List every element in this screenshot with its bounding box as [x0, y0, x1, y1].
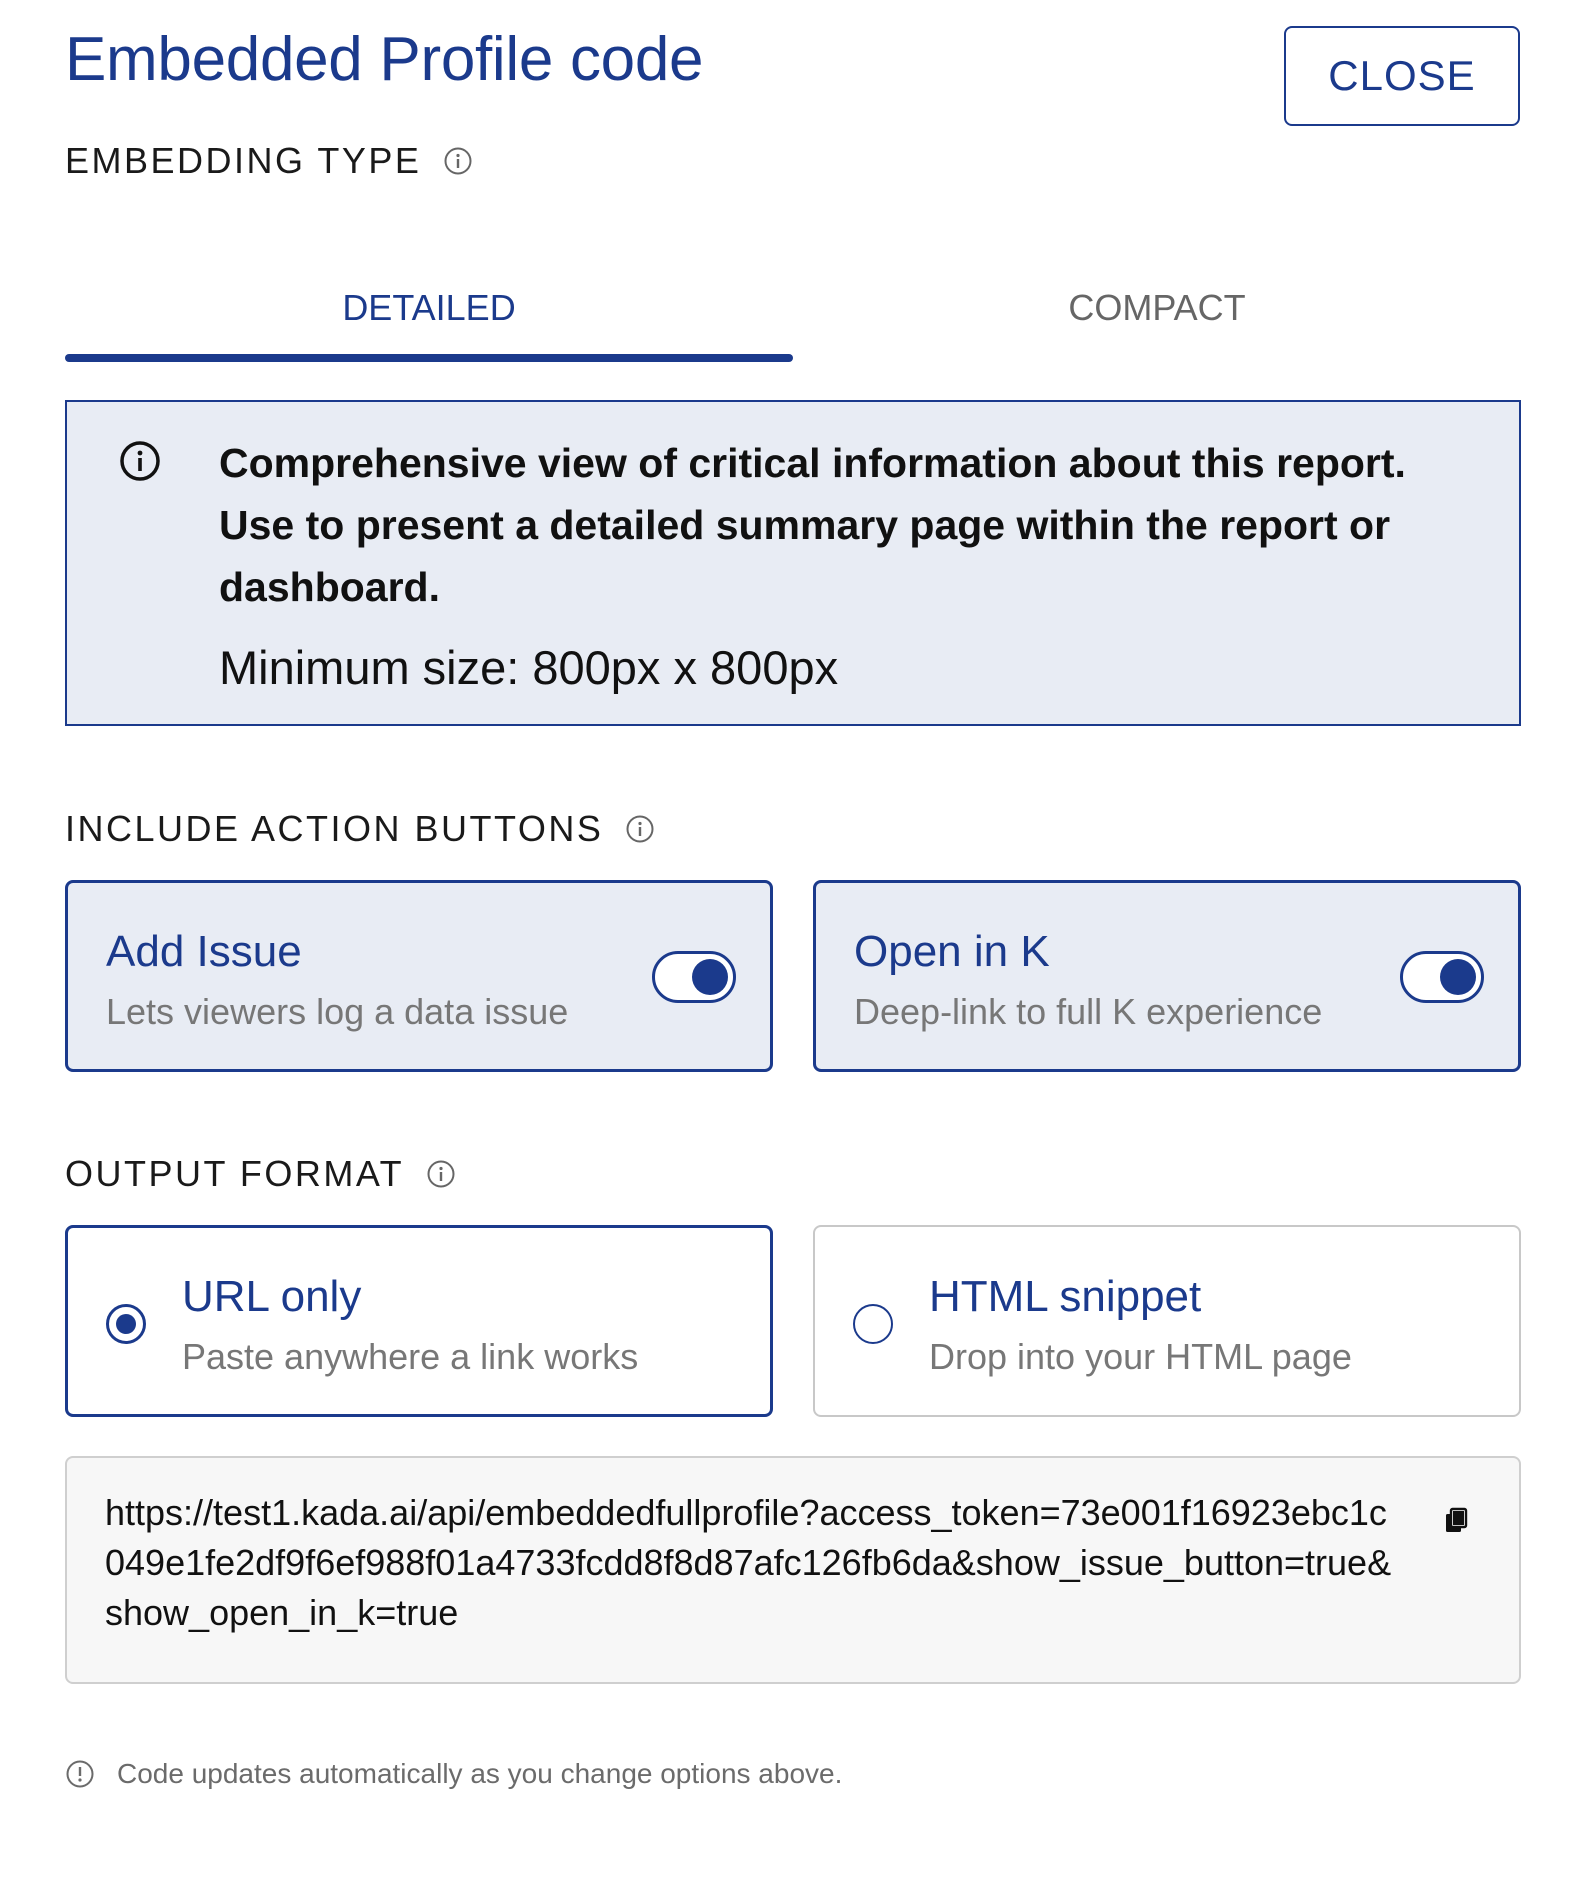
html-snippet-subtitle: Drop into your HTML page — [929, 1336, 1352, 1377]
toggle-knob — [692, 959, 728, 995]
embedding-info-box — [65, 400, 1521, 726]
url-only-title: URL only — [182, 1272, 362, 1321]
add-issue-subtitle: Lets viewers log a data issue — [106, 991, 569, 1032]
html-snippet-option-card[interactable] — [813, 1225, 1521, 1417]
url-only-radio[interactable] — [106, 1304, 146, 1344]
url-only-subtitle: Paste anywhere a link works — [182, 1336, 639, 1377]
tab-detailed[interactable]: DETAILED — [342, 287, 516, 328]
info-circle-icon[interactable] — [426, 1159, 456, 1189]
open-in-k-option-card[interactable] — [813, 880, 1521, 1072]
info-circle-icon — [119, 440, 161, 482]
add-issue-toggle[interactable] — [652, 951, 736, 1003]
copy-icon[interactable] — [1442, 1506, 1472, 1536]
active-tab-indicator — [65, 354, 793, 362]
radio-dot — [116, 1314, 136, 1334]
action-buttons-label: INCLUDE ACTION BUTTONS — [65, 808, 604, 849]
info-circle-icon[interactable] — [443, 146, 473, 176]
exclamation-circle-icon — [65, 1759, 95, 1789]
embedding-description: Comprehensive view of critical information about this report. Use to present a detailed summary page within the report or dashboard. — [219, 440, 1406, 610]
html-snippet-title: HTML snippet — [929, 1272, 1202, 1321]
embed-code-box[interactable] — [65, 1456, 1521, 1684]
toggle-knob — [1440, 959, 1476, 995]
minimum-size-text: Minimum size: 800px x 800px — [219, 641, 839, 694]
embedding-type-label: EMBEDDING TYPE — [65, 140, 422, 181]
info-circle-icon[interactable] — [625, 814, 655, 844]
open-in-k-subtitle: Deep-link to full K experience — [854, 991, 1323, 1032]
add-issue-option-card[interactable] — [65, 880, 773, 1072]
open-in-k-toggle[interactable] — [1400, 951, 1484, 1003]
html-snippet-radio[interactable] — [853, 1304, 893, 1344]
open-in-k-title: Open in K — [854, 927, 1050, 976]
close-button[interactable]: CLOSE — [1284, 26, 1520, 126]
tab-compact[interactable]: COMPACT — [1068, 287, 1246, 328]
action-buttons-section-label — [65, 808, 655, 850]
embedding-type-section-label — [65, 140, 473, 182]
add-issue-title: Add Issue — [106, 927, 302, 976]
url-only-option-card[interactable] — [65, 1225, 773, 1417]
page-title: Embedded Profile code — [65, 25, 704, 94]
output-format-label: OUTPUT FORMAT — [65, 1153, 405, 1194]
output-format-section-label — [65, 1153, 456, 1195]
embed-code-text[interactable]: https://test1.kada.ai/api/embeddedfullprofile?access_token=73e001f16923ebc1c049e1fe2df9f6ef988f01a4733fcdd8f8d87afc126fb6da&show_issue_button=true&show_open_in_k=true — [105, 1492, 1392, 1633]
footer-note — [65, 1758, 842, 1790]
footer-note-text: Code updates automatically as you change options above. — [117, 1758, 843, 1789]
embedding-type-tabs — [65, 258, 1521, 362]
